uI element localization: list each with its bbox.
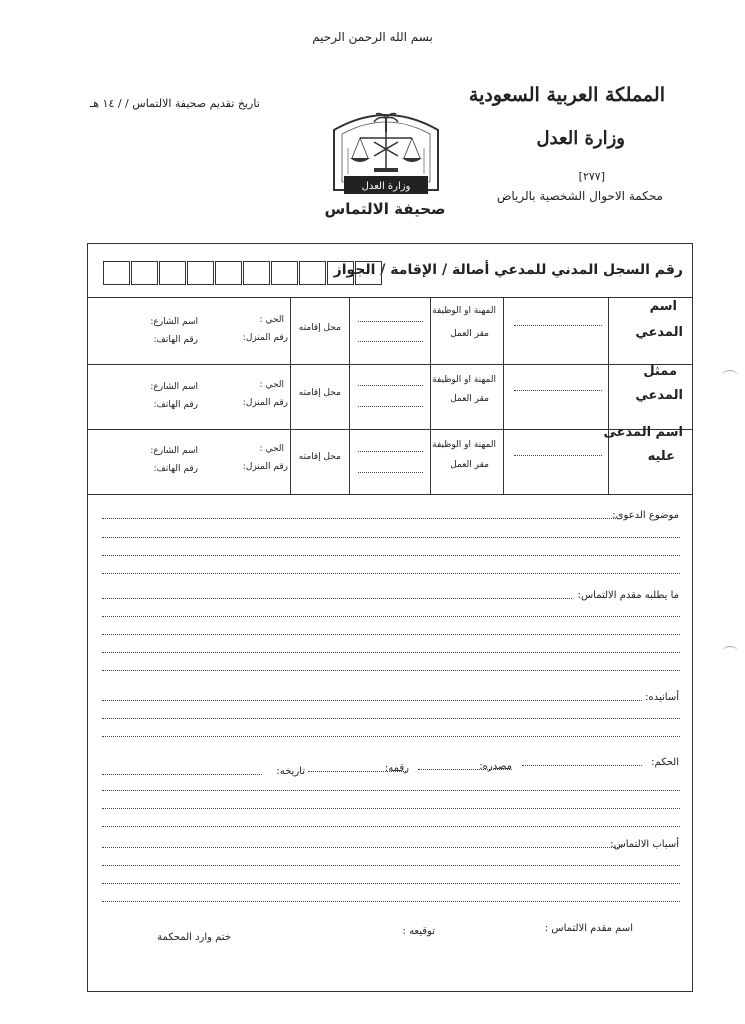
submission-date-line: تاريخ تقديم صحيفة الالتماس / / ١٤ هـ	[90, 97, 260, 110]
id-digit-box[interactable]	[215, 261, 242, 285]
party-label-line2: المدعي	[635, 388, 683, 403]
subject-field[interactable]	[102, 518, 618, 519]
party-name-field[interactable]	[514, 325, 602, 326]
grounds-field[interactable]	[102, 718, 680, 719]
ministry-emblem-icon	[330, 106, 442, 198]
grounds-field[interactable]	[102, 700, 642, 701]
workplace-field[interactable]	[358, 406, 423, 407]
ministry-name: وزارة العدل	[536, 128, 625, 149]
workplace-field[interactable]	[358, 472, 423, 473]
party-label-line1: اسم المدعى	[603, 425, 683, 440]
divider	[430, 297, 431, 494]
subject-field[interactable]	[102, 555, 680, 556]
street-label: اسم الشارع:	[150, 317, 198, 327]
divider	[349, 297, 350, 494]
reasons-field[interactable]	[102, 847, 622, 848]
party-label-line2: المدعي	[635, 325, 683, 340]
applicant-name-label: اسم مقدم الالتماس :	[544, 923, 633, 934]
reasons-field[interactable]	[102, 901, 680, 902]
judgment-field[interactable]	[102, 790, 680, 791]
judgment-number-label: رقمه:	[384, 763, 409, 774]
subject-label: موضوع الدعوى:	[612, 510, 679, 521]
id-digit-box[interactable]	[243, 261, 270, 285]
request-field[interactable]	[102, 634, 680, 635]
street-label: اسم الشارع:	[150, 382, 198, 392]
divider	[87, 429, 693, 430]
divider	[87, 494, 693, 495]
kingdom-name: المملكة العربية السعودية	[468, 84, 665, 106]
court-number: [٢٧٧]	[578, 170, 605, 183]
district-label: الحي :	[259, 380, 284, 390]
judgment-source-label: مصدره:	[479, 761, 512, 772]
reasons-label: أسباب الالتماس:	[610, 839, 679, 850]
divider	[503, 297, 504, 494]
party-label-line1: اسم	[649, 299, 677, 314]
form-frame	[87, 243, 693, 992]
judgment-label: الحكم:	[651, 757, 679, 768]
court-stamp-label: ختم وارد المحكمة	[157, 932, 231, 943]
party-label-line2: عليه	[647, 449, 675, 464]
emblem-text: وزارة العدل	[361, 181, 411, 192]
request-label: ما يطلبه مقدم الالتماس:	[577, 590, 679, 601]
signature-label: توقيعه :	[402, 926, 435, 937]
grounds-label: أسانيده:	[645, 692, 679, 703]
workplace-label: مقر العمل	[450, 460, 489, 470]
subject-field[interactable]	[102, 537, 680, 538]
divider	[87, 364, 693, 365]
occupation-label: المهنة او الوظيفة	[432, 440, 496, 450]
punch-hole-mark	[722, 646, 738, 658]
party-name-field[interactable]	[514, 455, 602, 456]
request-field[interactable]	[102, 616, 680, 617]
judgment-date-field[interactable]	[102, 774, 262, 775]
judgment-field[interactable]	[522, 765, 642, 766]
basmala: بسم الله الرحمن الرحيم	[312, 30, 433, 44]
subject-field[interactable]	[102, 573, 680, 574]
judgment-date-label: تاريخه:	[276, 766, 305, 777]
id-digit-box[interactable]	[159, 261, 186, 285]
house-number-label: رقم المنزل:	[242, 398, 288, 408]
divider	[87, 297, 693, 298]
reasons-field[interactable]	[102, 883, 680, 884]
court-name: محكمة الاحوال الشخصية بالرياض	[496, 189, 663, 203]
house-number-label: رقم المنزل:	[242, 333, 288, 343]
id-digit-box[interactable]	[355, 261, 382, 285]
residence-label: محل إقامته	[298, 452, 341, 462]
reasons-field[interactable]	[102, 865, 680, 866]
occupation-field[interactable]	[358, 321, 423, 322]
id-digit-box[interactable]	[299, 261, 326, 285]
judgment-field[interactable]	[102, 826, 680, 827]
id-digit-box[interactable]	[103, 261, 130, 285]
phone-label: رقم الهاتف:	[153, 400, 198, 410]
residence-label: محل إقامته	[298, 323, 341, 333]
judgment-source-field[interactable]	[418, 769, 512, 770]
workplace-label: مقر العمل	[450, 394, 489, 404]
district-label: الحي :	[259, 315, 284, 325]
street-label: اسم الشارع:	[150, 446, 198, 456]
workplace-label: مقر العمل	[450, 329, 489, 339]
occupation-field[interactable]	[358, 451, 423, 452]
divider	[290, 297, 291, 494]
occupation-field[interactable]	[358, 385, 423, 386]
phone-label: رقم الهاتف:	[153, 464, 198, 474]
judgment-field[interactable]	[102, 808, 680, 809]
id-digit-box[interactable]	[187, 261, 214, 285]
id-digit-box[interactable]	[131, 261, 158, 285]
phone-label: رقم الهاتف:	[153, 335, 198, 345]
grounds-field[interactable]	[102, 736, 680, 737]
party-name-field[interactable]	[514, 390, 602, 391]
judgment-number-field[interactable]	[308, 771, 406, 772]
house-number-label: رقم المنزل:	[242, 462, 288, 472]
request-field[interactable]	[102, 652, 680, 653]
occupation-label: المهنة او الوظيفة	[432, 375, 496, 385]
request-field[interactable]	[102, 598, 572, 599]
civil-registry-label: رقم السجل المدني للمدعي أصالة / الإقامة / الجواز	[333, 262, 683, 278]
punch-hole-mark	[722, 370, 738, 382]
residence-label: محل إقامته	[298, 388, 341, 398]
party-label-line1: ممثل	[643, 364, 677, 379]
id-digit-box[interactable]	[271, 261, 298, 285]
form-title: صحيفة الالتماس	[324, 200, 446, 218]
id-digit-box[interactable]	[327, 261, 354, 285]
request-field[interactable]	[102, 670, 680, 671]
divider	[608, 297, 609, 494]
district-label: الحي :	[259, 444, 284, 454]
occupation-label: المهنة او الوظيفة	[432, 306, 496, 316]
workplace-field[interactable]	[358, 341, 423, 342]
